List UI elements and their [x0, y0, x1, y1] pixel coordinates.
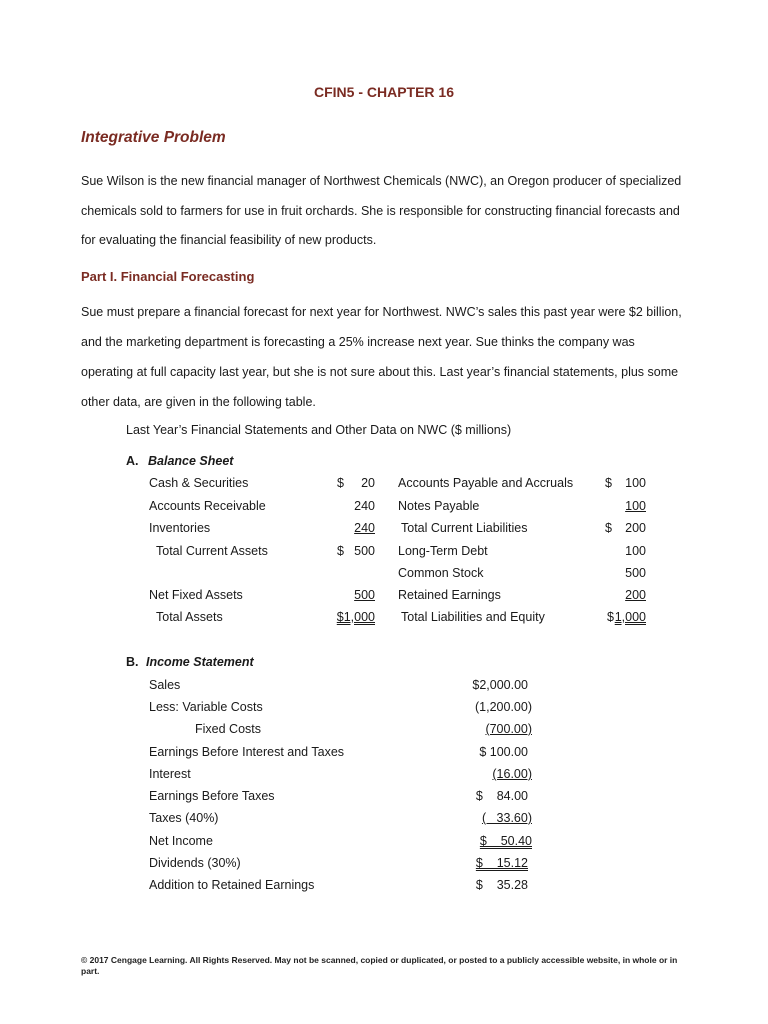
asset-label: Total Current Assets: [156, 544, 268, 558]
income-value: $ 35.28: [475, 878, 528, 892]
liability-value: [606, 588, 646, 602]
asset-value: 500: [354, 544, 375, 558]
income-value-text: (700.00): [485, 722, 532, 736]
liability-value: 100: [625, 544, 646, 558]
income-label: Sales: [149, 678, 181, 692]
income-value: [440, 856, 528, 870]
asset-value: [335, 521, 375, 535]
liability-label: Total Current Liabilities: [401, 521, 528, 535]
page-title: CFIN5 - CHAPTER 16: [313, 84, 455, 100]
liability-dollar: $: [607, 610, 614, 624]
asset-value: 240: [354, 499, 375, 513]
liability-label: Notes Payable: [398, 499, 480, 513]
income-label: Fixed Costs: [195, 722, 261, 736]
asset-value: [325, 610, 375, 624]
liability-label: Accounts Payable and Accruals: [398, 476, 574, 490]
income-value: [440, 722, 532, 736]
part-line-2: and the marketing department is forecasting a 25% increase next year. Sue thinks the company was: [81, 335, 635, 349]
liability-value-text: 100: [625, 499, 646, 513]
income-value-text: (16.00): [492, 767, 532, 781]
liability-value-text: 1,000: [614, 610, 646, 624]
income-value: [440, 811, 532, 825]
balance-sheet-title: Balance Sheet: [148, 454, 234, 468]
liability-dollar: $: [605, 476, 612, 490]
liability-value: [606, 610, 646, 624]
part-line-3: operating at full capacity last year, but she is not sure about this. Last year’s financial statements, plus some: [81, 365, 679, 379]
liability-value: [606, 499, 646, 513]
asset-label: Net Fixed Assets: [149, 588, 243, 602]
section-title: Integrative Problem: [81, 129, 226, 146]
liability-value-text: 200: [625, 588, 646, 602]
income-value-text: $ 15.12: [475, 856, 528, 870]
asset-value-text: $1,000: [336, 610, 375, 624]
liability-value: 100: [625, 476, 646, 490]
liability-dollar: $: [605, 521, 612, 535]
balance-sheet-heading: [126, 454, 233, 468]
liability-label: Common Stock: [398, 566, 484, 580]
income-value: [440, 767, 532, 781]
asset-dollar: $: [337, 544, 344, 558]
liability-label: Total Liabilities and Equity: [401, 610, 545, 624]
income-value: $ 84.00: [475, 789, 528, 803]
income-label: Earnings Before Interest and Taxes: [149, 745, 345, 759]
asset-dollar: $: [337, 476, 344, 490]
copyright-footer: © 2017 Cengage Learning. All Rights Reserved. May not be scanned, copied or duplicated, or posted to a publicly accessible website, in whole or in part.: [81, 955, 678, 976]
income-value-text: ( 33.60): [481, 811, 532, 825]
asset-value-text: 500: [354, 588, 375, 602]
balance-sheet-letter: A.: [126, 454, 139, 468]
liability-value: 500: [625, 566, 646, 580]
income-label: Interest: [149, 767, 191, 781]
income-value: [440, 834, 532, 848]
part-line-1: Sue must prepare a financial forecast for next year for Northwest. NWC’s sales this past year were $2 billion,: [81, 305, 682, 319]
asset-label: Cash & Securities: [149, 476, 249, 490]
income-label: Addition to Retained Earnings: [149, 878, 315, 892]
income-value: $2,000.00: [472, 678, 528, 692]
income-statement-letter: B.: [126, 655, 139, 669]
part-heading: Part I. Financial Forecasting: [81, 269, 255, 284]
income-value: (1,200.00): [475, 700, 532, 714]
income-label: Dividends (30%): [149, 856, 241, 870]
asset-value: 20: [361, 476, 375, 490]
asset-label: Total Assets: [156, 610, 223, 624]
liability-value: 200: [625, 521, 646, 535]
asset-label: Inventories: [149, 521, 211, 535]
intro-line-1: Sue Wilson is the new financial manager of Northwest Chemicals (NWC), an Oregon producer of specialized: [81, 174, 682, 188]
liability-label: Long-Term Debt: [398, 544, 488, 558]
income-statement-heading: [126, 655, 254, 669]
asset-value-text: 240: [354, 521, 375, 535]
intro-line-3: for evaluating the financial feasibility of new products.: [81, 233, 377, 247]
liability-label: Retained Earnings: [398, 588, 501, 602]
intro-line-2: chemicals sold to farmers for use in fruit orchards. She is responsible for constructing financial forecasts and: [81, 204, 680, 218]
income-value-text: $ 50.40: [479, 834, 532, 848]
income-label: Less: Variable Costs: [149, 700, 263, 714]
part-line-4: other data, are given in the following table.: [81, 395, 316, 409]
table-caption: Last Year’s Financial Statements and Other Data on NWC ($ millions): [126, 423, 512, 437]
income-label: Earnings Before Taxes: [149, 789, 275, 803]
income-statement-title: Income Statement: [146, 655, 254, 669]
income-value: $ 100.00: [479, 745, 528, 759]
asset-label: Accounts Receivable: [149, 499, 266, 513]
asset-value: [335, 588, 375, 602]
income-label: Net Income: [149, 834, 213, 848]
income-label: Taxes (40%): [149, 811, 219, 825]
